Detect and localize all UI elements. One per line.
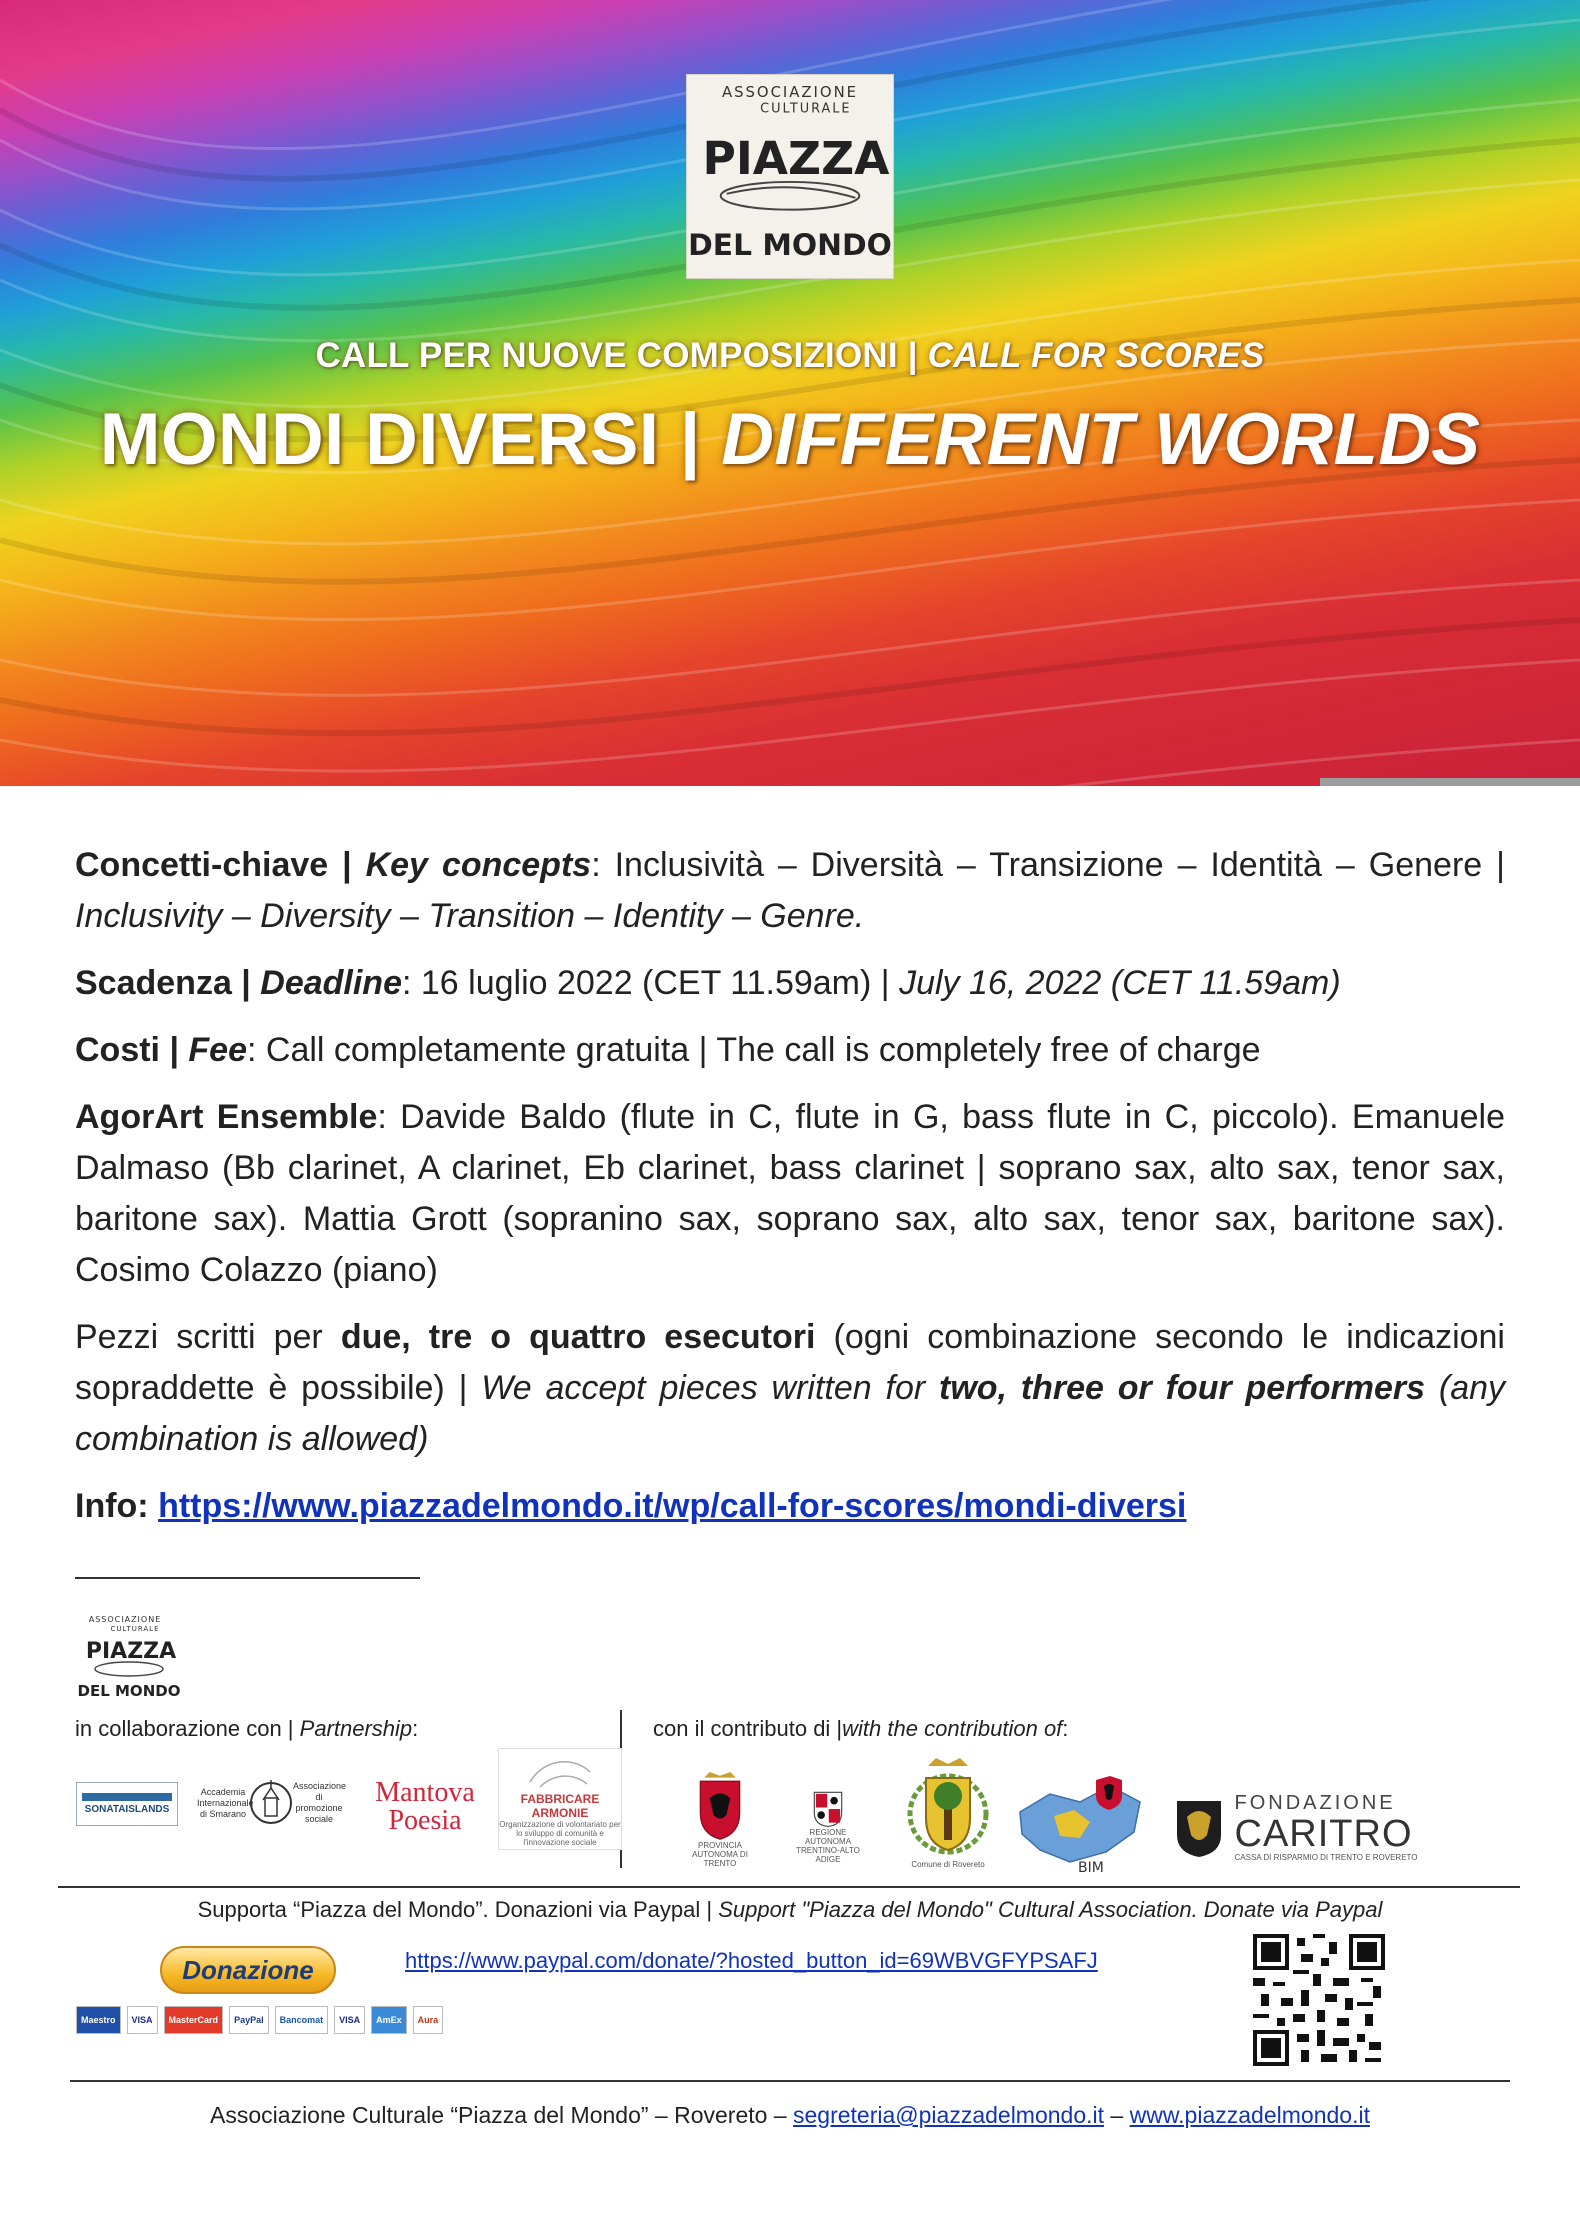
visa-electron-card-icon: VISA bbox=[334, 2006, 365, 2034]
partnership-label: in collaborazione con | Partnership: bbox=[75, 1716, 419, 1741]
paypal-donate-link[interactable]: https://www.paypal.com/donate/?hosted_button_id=69WBVGFYPSAFJ bbox=[405, 1948, 1098, 1973]
svg-text:CULTURALE: CULTURALE bbox=[760, 101, 852, 117]
svg-text:ASSOCIAZIONE: ASSOCIAZIONE bbox=[88, 1615, 162, 1624]
violin-outline-icon bbox=[525, 1752, 595, 1792]
piazza-del-mondo-small-logo bbox=[75, 1612, 183, 1702]
section-divider bbox=[75, 1577, 420, 1579]
footer-contact: Associazione Culturale “Piazza del Mondo” – Rovereto – segreteria@piazzadelmondo.it – www.piazzadelmondo.it bbox=[210, 2102, 1370, 2128]
mantova-poesia-logo: Mantova Poesia bbox=[375, 1777, 475, 1836]
banner-edge-strip bbox=[1320, 778, 1580, 786]
qr-code-icon[interactable] bbox=[1253, 1934, 1385, 2066]
payment-cards bbox=[76, 2006, 439, 2034]
fabbricare-armonie-logo: FABBRICARE ARMONIE Organizzazione di volontariato per lo sviluppo di comunità e l'innovazione sociale bbox=[498, 1748, 622, 1850]
maestro-card-icon: Maestro bbox=[76, 2006, 121, 2034]
provincia-trento-logo: PROVINCIA AUTONOMA DI TRENTO bbox=[680, 1772, 760, 1868]
footer-divider bbox=[70, 2080, 1510, 2082]
regione-trentino-logo: REGIONE AUTONOMA TRENTINO-ALTO ADIGE bbox=[792, 1790, 864, 1864]
fondazione-caritro-logo: FONDAZIONE CARITRO CASSA DI RISPARMIO DI TRENTO E ROVERETO bbox=[1170, 1792, 1420, 1862]
footer-website-link[interactable]: www.piazzadelmondo.it bbox=[1129, 2102, 1370, 2128]
svg-text:BIM: BIM bbox=[1078, 1860, 1104, 1876]
piazza-del-mondo-logo bbox=[686, 74, 894, 279]
rovereto-crest-icon bbox=[898, 1756, 998, 1860]
comune-rovereto-logo: Comune di Rovereto bbox=[890, 1750, 1006, 1874]
ensemble-paragraph: AgorArt Ensemble: Davide Baldo (flute in C, flute in G, bass flute in C, piccolo). Emanuele Dalmaso (Bb clarinet, A clarinet, Eb clarinet, bass clarinet | soprano sax, alto sax, tenor sax, baritone sax). Mattia Grott (sopranino sax, soprano sax, alto sax, tenor sax, baritone sax). Cosimo Colazzo (piano) bbox=[75, 1098, 1505, 1289]
visa-card-icon: VISA bbox=[127, 2006, 158, 2034]
aura-card-icon: Aura bbox=[413, 2006, 444, 2034]
svg-text:CULTURALE: CULTURALE bbox=[110, 1625, 160, 1633]
svg-text:ASSOCIAZIONE: ASSOCIAZIONE bbox=[721, 82, 859, 101]
contribution-label: con il contributo di |with the contribution of: bbox=[653, 1716, 1069, 1741]
fee-paragraph: Costi | Fee: Call completamente gratuita | The call is completely free of charge bbox=[75, 1031, 1261, 1069]
bim-map-icon bbox=[1010, 1772, 1150, 1876]
footer-email-link[interactable]: segreteria@piazzadelmondo.it bbox=[793, 2102, 1105, 2128]
key-concepts-paragraph: Concetti-chiave | Key concepts: Inclusività – Diversità – Transizione – Identità – Genere | Inclusivity – Diversity – Transition – Identity – Genre. bbox=[75, 846, 1505, 935]
svg-text:DEL MONDO: DEL MONDO bbox=[77, 1682, 181, 1700]
svg-text:PIAZZA: PIAZZA bbox=[702, 132, 890, 186]
call-details bbox=[75, 840, 1505, 1548]
info-paragraph: Info: https://www.piazzadelmondo.it/wp/call-for-scores/mondi-diversi bbox=[75, 1487, 1187, 1525]
support-text: Supporta “Piazza del Mondo”. Donazioni via Paypal | Support "Piazza del Mondo" Cultural Association. Donate via Paypal bbox=[197, 1897, 1383, 1922]
banner-title: MONDI DIVERSI | DIFFERENT WORLDS bbox=[99, 399, 1481, 480]
accademia-smarano-logo: Accademia Internazionale di Smarano Associazione di promozione sociale bbox=[196, 1768, 346, 1838]
svg-text:PIAZZA: PIAZZA bbox=[85, 1639, 177, 1664]
svg-text:DEL MONDO: DEL MONDO bbox=[688, 228, 892, 264]
regione-shield-icon bbox=[807, 1790, 849, 1828]
trento-shield-icon bbox=[693, 1772, 747, 1841]
bancomat-card-icon: Bancomat bbox=[275, 2006, 329, 2034]
paypal-card-icon: PayPal bbox=[229, 2006, 269, 2034]
paypal-donate-button[interactable]: Donazione bbox=[160, 1946, 336, 1994]
caritro-emblem-icon bbox=[1173, 1795, 1225, 1859]
deadline-paragraph: Scadenza | Deadline: 16 luglio 2022 (CET 11.59am) | July 16, 2022 (CET 11.59am) bbox=[75, 964, 1341, 1002]
banner-subtitle: CALL PER NUOVE COMPOSIZIONI | CALL FOR SCORES bbox=[315, 336, 1265, 375]
partners-bottom-divider bbox=[58, 1886, 1520, 1888]
church-icon bbox=[249, 1770, 293, 1836]
sonata-islands-logo: SONATAISLANDS bbox=[76, 1782, 178, 1826]
amex-card-icon: AmEx bbox=[371, 2006, 407, 2034]
info-link[interactable]: https://www.piazzadelmondo.it/wp/call-for-scores/mondi-diversi bbox=[158, 1487, 1187, 1525]
mastercard-card-icon: MasterCard bbox=[164, 2006, 224, 2034]
bim-logo bbox=[1010, 1772, 1150, 1876]
pieces-paragraph: Pezzi scritti per due, tre o quattro esecutori (ogni combinazione secondo le indicazioni sopraddette è possibile) | We accept pieces written for two, three or four performers (any combination is allowed) bbox=[75, 1318, 1506, 1458]
